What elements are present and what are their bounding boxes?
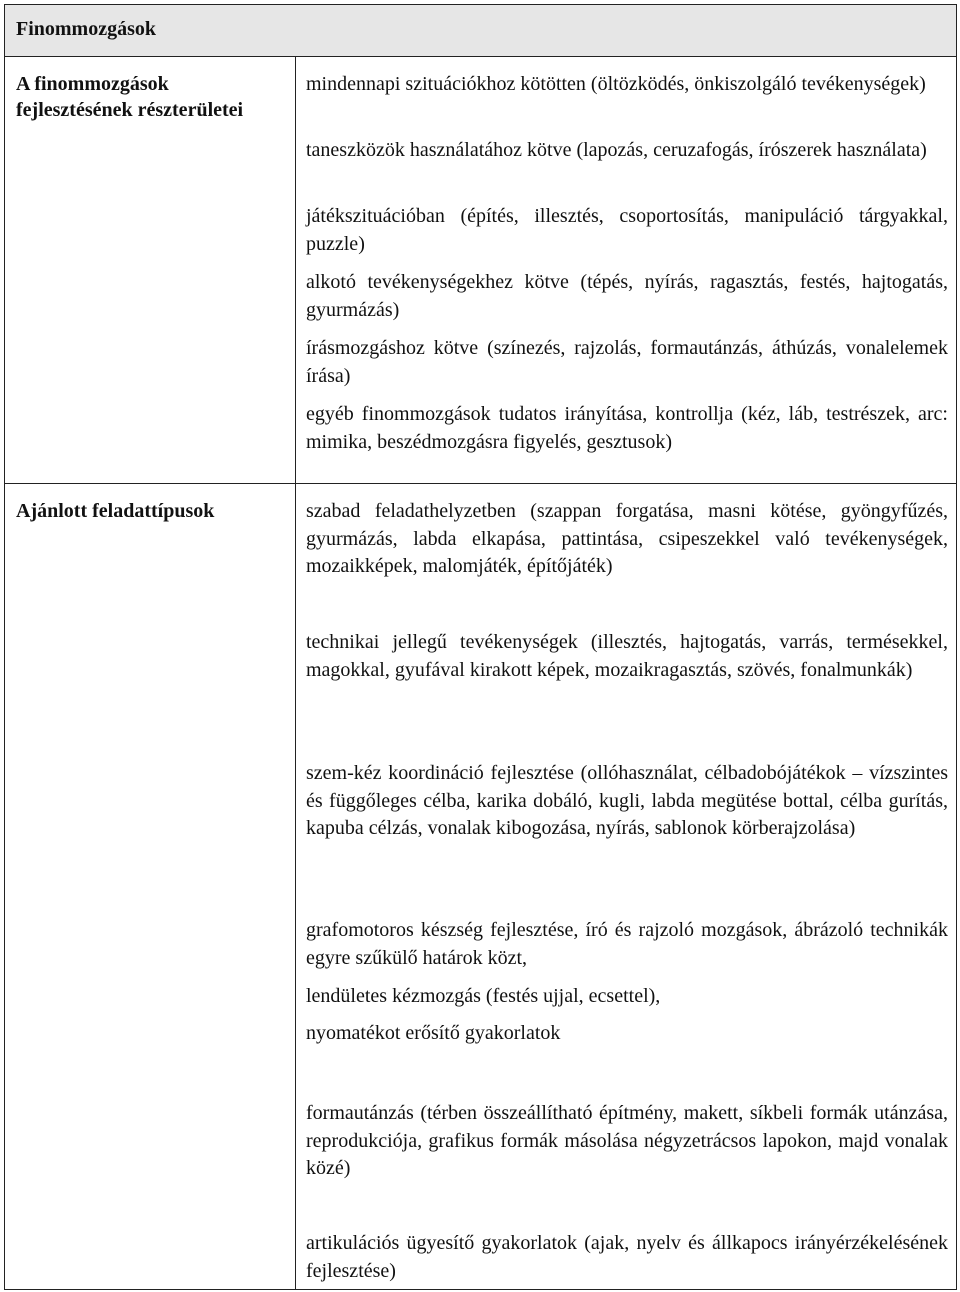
- list-item: technikai jellegű tevékenységek (illesztés, hajtogatás, varrás, termésekkel, magokkal, gyufával kirakott képek, mozaikragasztás, szövés, fonalmunkák): [306, 631, 948, 681]
- list-item: lendületes kézmozgás (festés ujjal, ecsettel),: [306, 985, 661, 1007]
- row-divider: [5, 483, 956, 484]
- table-header-row: [5, 5, 956, 57]
- list-item: nyomatékot erősítő gyakorlatok: [306, 1022, 561, 1044]
- list-item: mindennapi szituációkhoz kötötten (öltözködés, önkiszolgáló tevékenységek): [306, 73, 926, 95]
- section-title: Finommozgások: [16, 18, 156, 40]
- list-item: szem-kéz koordináció fejlesztése (ollóhasználat, célbadobójátékok – vízszintes és függőleges célba, karika dobáló, kugli, labda megütése bottal, célba gurítás, kapuba célzás, vonalak kibogozása, nyírás, sablonok körberajzolása): [306, 762, 948, 839]
- list-item: játékszituációban (építés, illesztés, csoportosítás, manipuláció tárgyakkal, puzzle): [306, 205, 948, 255]
- list-item: alkotó tevékenységekhez kötve (tépés, nyírás, ragasztás, festés, hajtogatás, gyurmázás): [306, 271, 948, 321]
- list-item: formautánzás (térben összeállítható építmény, makett, síkbeli formák utánzása, reprodukciója, grafikus formák másolása négyzetrácsos lapokon, majd vonalak közé): [306, 1102, 948, 1179]
- list-item: artikulációs ügyesítő gyakorlatok (ajak, nyelv és állkapocs irányérzékelésének fejlesztése): [306, 1232, 948, 1282]
- list-item: taneszközök használatához kötve (lapozás, ceruzafogás, írószerek használata): [306, 139, 927, 161]
- row-label-recommended-tasks: Ajánlott feladattípusok: [16, 500, 215, 522]
- list-item: szabad feladathelyzetben (szappan forgatása, masni kötése, gyöngyfűzés, gyurmázás, labda elkapása, pattintása, csipeszekkel való tevékenységek, mozaikképek, malomjáték, építőjáték): [306, 500, 948, 577]
- list-item: írásmozgáshoz kötve (színezés, rajzolás, formautánzás, áthúzás, vonalelemek írása): [306, 337, 948, 387]
- list-item: grafomotoros készség fejlesztése, író és rajzoló mozgások, ábrázoló technikák egyre szűkülő határok közt,: [306, 919, 948, 969]
- column-divider: [295, 57, 296, 1289]
- row-label-subareas: A finommozgások fejlesztésének részterületei: [16, 73, 244, 121]
- content-table: [4, 4, 957, 1290]
- list-item: egyéb finommozgások tudatos irányítása, kontrollja (kéz, láb, testrészek, arc: mimika, beszédmozgásra figyelés, gesztusok): [306, 403, 948, 453]
